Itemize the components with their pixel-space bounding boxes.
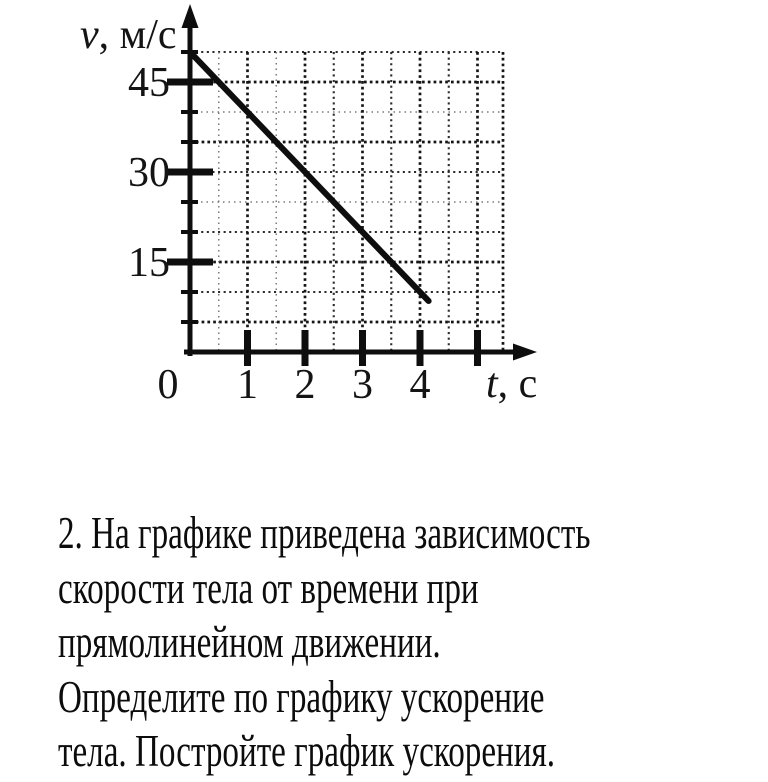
problem-text: [58, 506, 590, 779]
problem-text-line-4: Определите по графику ускорение: [58, 670, 545, 722]
y-axis-minor-tick: [181, 140, 198, 144]
y-axis-title: v, м/с: [80, 12, 177, 58]
x-axis-arrowhead: [513, 344, 537, 361]
y-axis-arrowhead: [182, 4, 199, 28]
x-axis-major-tick: [359, 330, 366, 366]
y-axis-tick-label: 30: [128, 150, 170, 196]
y-axis-major-tick: [167, 259, 213, 266]
x-axis-title: t, с: [486, 361, 538, 407]
y-axis-minor-tick: [181, 110, 198, 114]
x-axis-major-tick: [244, 330, 251, 366]
problem-text-line-5: тела. Постройте график ускорения.: [58, 725, 556, 776]
y-axis-major-tick: [167, 169, 213, 176]
y-axis-minor-tick: [181, 200, 198, 204]
x-axis-major-tick: [474, 330, 481, 366]
y-axis-minor-tick: [181, 320, 198, 324]
x-axis-tick-label: 2: [294, 362, 316, 408]
x-axis-tick-label: 4: [409, 362, 431, 408]
x-axis-tick-label: 3: [352, 362, 373, 408]
y-axis-tick-label: 45: [128, 60, 170, 106]
y-axis-tick-label: 15: [128, 240, 170, 286]
problem-text-line-3: прямолинейном движении.: [58, 616, 441, 667]
x-axis-major-tick: [417, 330, 424, 366]
x-axis-origin-label: 0: [157, 362, 179, 408]
y-axis-minor-tick: [181, 290, 198, 294]
problem-text-line-2: скорости тела от времени при: [58, 561, 479, 613]
velocity-time-graph: [0, 0, 560, 410]
x-axis-tick-label: 1: [237, 362, 258, 408]
y-axis-major-tick: [167, 79, 213, 86]
problem-text-line-1: 2. На графике приведена зависимость: [58, 507, 591, 558]
velocity-line: [190, 52, 429, 301]
y-axis-minor-tick: [181, 230, 198, 234]
x-axis-major-tick: [302, 330, 309, 366]
